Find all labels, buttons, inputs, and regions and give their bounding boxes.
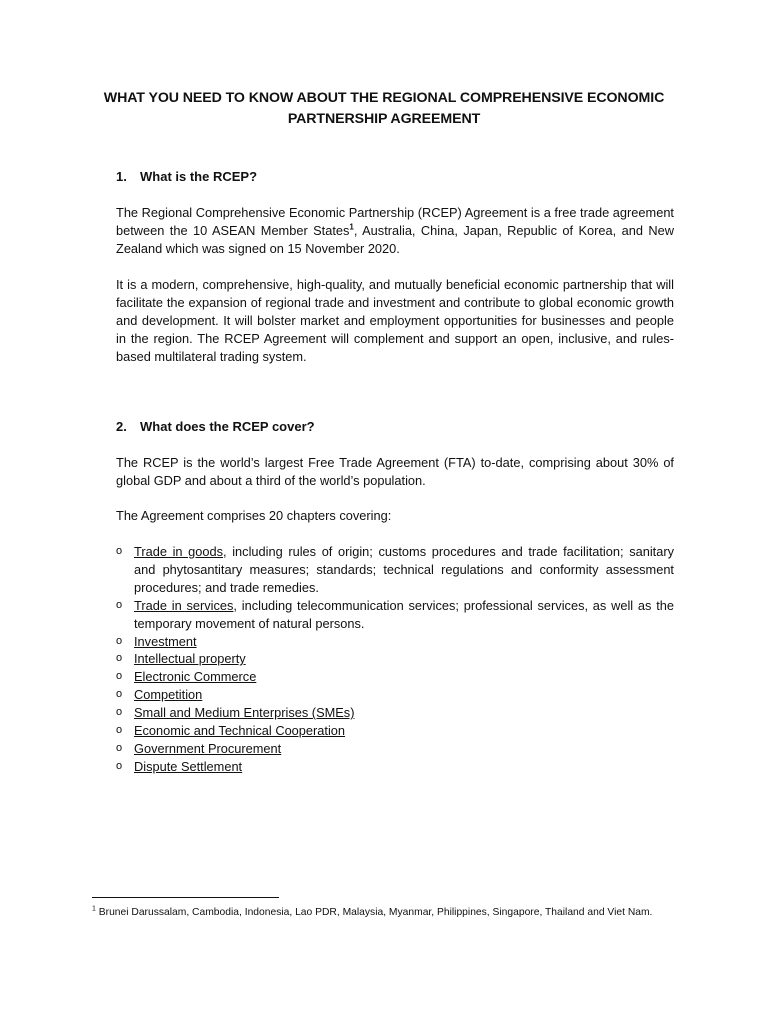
section-heading-rcep-cover [116,418,315,436]
chapter-list [116,543,674,776]
chapter-topic: Intellectual property [134,651,246,667]
circle-bullet-icon: o [116,545,123,557]
footnote [92,905,676,921]
circle-bullet-icon: o [116,652,123,665]
section-number: 2. [116,419,127,434]
list-item [116,668,674,686]
section-heading-text: What does the RCEP cover? [140,419,315,434]
paragraph-chapters-intro: The Agreement comprises 20 chapters covering: [116,508,392,523]
circle-bullet-icon: o [116,759,123,772]
chapter-topic: Small and Medium Enterprises (SMEs) [134,705,355,721]
chapter-topic: Dispute Settlement [134,758,243,774]
footnote-text: Brunei Darussalam, Cambodia, Indonesia, Lao PDR, Malaysia, Myanmar, Philippines, Singapore, Thailand and Viet Nam. [95,907,653,918]
chapter-topic: Trade in services [134,597,234,613]
circle-bullet-icon: o [116,670,123,683]
list-item [116,633,674,651]
chapter-topic: Government Procurement [134,740,282,756]
circle-bullet-icon: o [116,688,123,701]
list-item [116,722,674,740]
section-heading-what-is-rcep [116,168,257,186]
footnote-reference: 1 [349,222,354,232]
list-item [116,650,674,668]
chapter-topic: Competition [134,687,203,703]
footnote-marker: 1 [92,905,96,913]
chapter-detail: , including telecommunication services; professional services, as well as the temporary movement of natural persons. [134,597,674,631]
paragraph-rcep-largest-fta: The RCEP is the world’s largest Free Trade Agreement (FTA) to-date, comprising about 30% of global GDP and about a third of the world’s population. [116,455,674,488]
chapter-detail: , including rules of origin; customs procedures and trade facilitation; sanitary and phytosantitary measures; standards; technical regulations and conformity assessment procedures; and trade remedies. [134,544,674,595]
circle-bullet-icon: o [116,741,123,754]
circle-bullet-icon: o [116,706,123,719]
list-item [116,597,674,633]
list-item [116,704,674,722]
list-item [116,740,674,758]
list-item [116,686,674,704]
chapter-topic: Investment [134,633,197,649]
circle-bullet-icon: o [116,634,123,647]
chapter-topic: Trade in goods [134,544,224,559]
paragraph-text: , Australia, China, Japan, Republic of Korea, and New Zealand which was signed on 15 November 2020. [116,222,674,256]
section-heading-text: What is the RCEP? [140,169,258,184]
paragraph-text: The Regional Comprehensive Economic Partnership (RCEP) Agreement is a free trade agreement between the 10 ASEAN Member States [116,205,674,238]
list-item [116,543,674,597]
chapter-topic: Economic and Technical Cooperation [134,723,346,739]
document-title: WHAT YOU NEED TO KNOW ABOUT THE REGIONAL COMPREHENSIVE ECONOMIC PARTNERSHIP AGREEMENT [103,90,665,127]
paragraph-rcep-definition [116,204,674,258]
chapter-topic: Electronic Commerce [134,669,257,685]
section-number: 1. [116,169,127,184]
circle-bullet-icon: o [116,598,123,611]
circle-bullet-icon: o [116,724,123,737]
list-item [116,758,674,776]
paragraph-rcep-description: It is a modern, comprehensive, high-quality, and mutually beneficial economic partnership that will facilitate the expansion of regional trade and investment and contribute to global economic growth and development. It will bolster market and employment opportunities for businesses and people in the region. The RCEP Agreement will complement and support an open, inclusive, and rules-based multilateral trading system. [116,277,674,364]
footnote-divider [92,897,279,898]
